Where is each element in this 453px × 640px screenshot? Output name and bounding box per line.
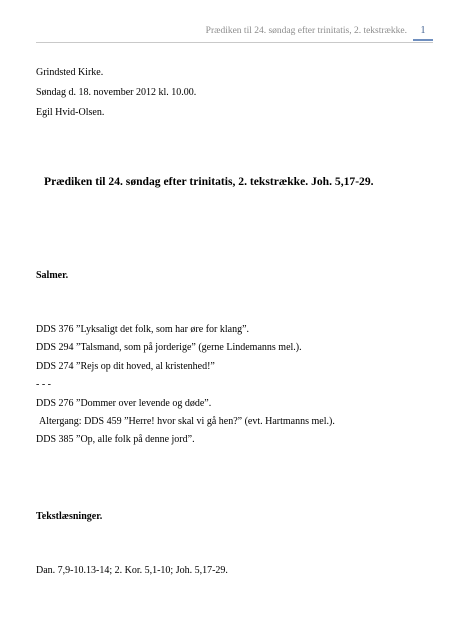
- sermon-meta: [36, 63, 196, 123]
- page-number: 1: [413, 23, 433, 41]
- running-header: Prædiken til 24. søndag efter trinitatis, 2. tekstrække.: [205, 26, 407, 36]
- hymn-list: [36, 321, 335, 450]
- hymns-heading: Salmer.: [36, 270, 69, 281]
- readings-text: Dan. 7,9-10.13-14; 2. Kor. 5,1-10; Joh. 5,17-29.: [36, 565, 228, 576]
- hymn-item: DDS 294 ”Talsmand, som på jorderige” (gerne Lindemanns mel.).: [36, 342, 302, 354]
- header-rule: [36, 42, 433, 43]
- hymn-item: DDS 274 ”Rejs op dit hoved, al kristenhed!”: [36, 360, 215, 372]
- hymn-item-communion: Altergang: DDS 459 ”Herre! hvor skal vi gå hen?” (evt. Hartmanns mel.).: [39, 416, 335, 428]
- church-name: Grindsted Kirke.: [36, 67, 104, 78]
- hymn-item: DDS 376 ”Lyksaligt det folk, som har øre for klang”.: [36, 324, 250, 335]
- hymn-item: DDS 385 ”Op, alle folk på denne jord”.: [36, 434, 195, 446]
- service-date: Søndag d. 18. november 2012 kl. 10.00.: [36, 87, 197, 98]
- readings-heading: Tekstlæsninger.: [36, 511, 103, 522]
- sermon-title: Prædiken til 24. søndag efter trinitatis, 2. tekstrække. Joh. 5,17-29.: [44, 175, 374, 188]
- preacher-name: Egil Hvid-Olsen.: [36, 107, 105, 118]
- hymn-separator: - - -: [36, 379, 51, 391]
- hymn-item: DDS 276 ”Dommer over levende og døde”.: [36, 397, 212, 409]
